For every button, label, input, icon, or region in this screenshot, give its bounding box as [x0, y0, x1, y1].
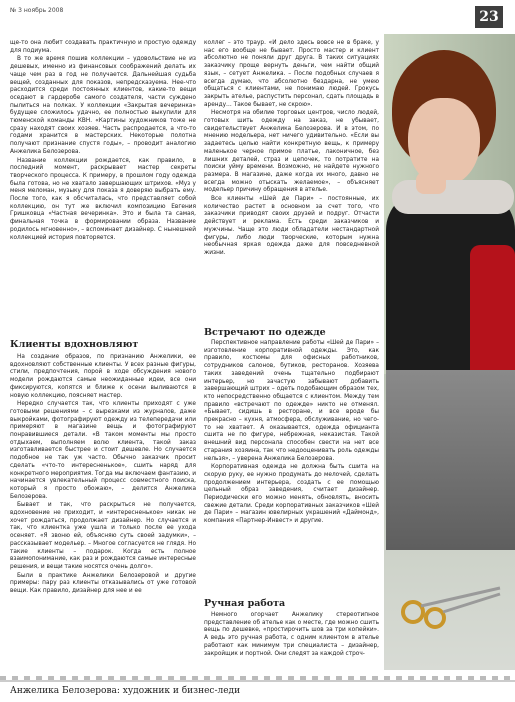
- paragraph: Немного огорчает Анжелику стереотипное представление об ателье как о месте, где можно сшить вещь по дешевке, «простирочить шов за три копейки». А ведь это ручная работа, с одним клиентом в ателье работают как минимум три специалиста – дизайнер, закройщик и портной. Они следят за каждой строч-: [204, 612, 379, 657]
- paragraph: ще-то она любит создавать практичную и простую одежду для подиума.: [10, 40, 196, 54]
- footer: [0, 680, 515, 702]
- paragraph: Нередко случается так, что клиенты приходят с уже готовыми решениями – с вырезками из журналов, даже выкройками, фотографируют одежду из телепередачи или примеряют в магазине вещь и фотографируют понравившиеся детали. «В таком моменты мы просто отдыхаем, выполняем волю клиента, такой заказ изготавливается быстрее и стоит дешевле. Но случается подобное не так уж часто. Обычно заказчик просит сделать «что-то интересненькое», сшить наряд для конкретного мероприятия. Тогда мы включаем фантазию, и начинается увлекательный процесс совместного поиска, который я просто обожаю», – делится Анжелика Белозерова.: [10, 401, 196, 500]
- paragraph: коллег – это траур. «И дело здесь вовсе не в браке, у нас его вообще не бывает. Просто мастер и клиент абсолютно не поняли друг друга. В таких ситуациях заказчику проще вернуть деньги, чем найти общий язык, – сетует Анжелика. – После подобных случаев я всегда думаю, что абсолютно бездарна, не умею общаться с клиентами, не понимаю людей. Грокусь закрыть ателье, распустить персонал, сдать площадь в аренду… Такое бывает, не скрою».: [204, 40, 379, 108]
- section-heading: Ручная работа: [204, 598, 286, 609]
- paragraph: Несмотря на обилие торговых центров, число людей, готовых шить одежду на заказ, не убывает, свидетельствует Анжелика Белозерова. И в этом, по мнению модельера, нет ничего удивительно. «Если вы задаетесь целью найти конкретную вещь, к примеру маленькое черное примое платье, лаконичное, без лишних деталей, страз и цепочек, то потратите на поиски уйму времени. Возможно, не найдете нужного размера. В магазине, даже когда их много, давно не всегда можно отыскать желаемое», – объясняет модельер причину обращения в ателье.: [204, 110, 379, 194]
- photo-hand: [416, 172, 446, 194]
- photo-skirt: [386, 370, 515, 550]
- section-heading: Клиенты вдохновляют: [10, 339, 139, 350]
- column-left-top: [10, 40, 196, 243]
- paragraph: На создание образов, по признанию Анжелики, ее вдохновляют собственные клиенты. У всех разные фигуры, стили, предпочтения, порой в ходе обсуждения нового модели рождаются самые неожиданные идеи, все они фиксируются, копятся и ближе к осени выливаются в новую коллекцию, поясняет мастер.: [10, 354, 196, 399]
- section-heading: Встречают по одежде: [204, 327, 326, 338]
- page-number: 23: [475, 6, 503, 28]
- paragraph: Название коллекции рождается, как правило, в последний момент, раскрывает мастер секреты творческого процесса. К примеру, в прошлом году одежда была готова, но не хватало завершающих штрихов. «Муз у меня меломан, музыку для показа я доверяю выбрать ему. После того, как я обсчиталась, что представляет собой коллекцию, он тут же включил композицию Евгения Гришковца «Частная вечеринка». Это и была та самая, финальная точка в формировании образа. Название родилось мгновенно», – вспоминает дизайнер. С нынешней коллекцией история повторяется.: [10, 157, 196, 241]
- column-right-top: [204, 40, 379, 259]
- issue-label: № 3 ноябрь 2008: [10, 7, 64, 14]
- photo-red-garment: [470, 245, 515, 385]
- column-right-mid: [204, 340, 379, 527]
- paragraph: Перспективное направление работы «Шей де Пари» – изготовление корпоративной одежды. Это, как правило, костюмы для офисных работников, сотрудников салонов, бутиков, ресторанов. Хозяева таких заведений очень тщательно подбирают интерьер, но зачастую забывают добавить завершающий штрих – одеть подобающим образом тех, кто непосредственно общается с клиентом. Между тем правило «встречают по одежде» никто не отменял. «Бывает, сидишь в ресторане, и все вроде бы прекрасно – кухня, атмосфера, обслуживание, но чего-то не хватает. А оказывается, одежда официанта сшита не по фигуре, небрежная, неказистая. Такой внешний вид персонала способен свести на нет все старания хозяина, так что недооценивать роль одежды нельзя», – уверена Анжелика Белозерова.: [204, 340, 379, 462]
- column-left-bottom: [10, 354, 196, 597]
- column-right-bottom: [204, 612, 379, 659]
- paragraph: Корпоративная одежда не должна быть сшита на скорую руку, ее нужно продумать до мелочей, сделать продолжением интерьера, создать с ее помощью цельный образ заведения, считает дизайнер. Периодически его можно менять, обновлять, вносить свежие детали. Среди корпоративных заказчиков «Шей де Пари» – магазин ювелирных украшений «Даймонд», компания «Партнер-Инвест» и другие.: [204, 464, 379, 525]
- paragraph: Были в практике Анжелики Белозеровой и другие примеры: пару раз клиенты отказывались от уже готовой вещи. Как правило, дизайнер для нее и ее: [10, 572, 196, 595]
- paragraph: В то же время пошив коллекции – удовольствие не из дешевых, именно из финансовых соображений делать их чаще чем раз в год не получается. Дальнейшая судьба вещей, созданных для показов, непредсказуема. Нее-что расходится среди постоянных клиентов, какие-то вещи оседают в гардеробе самого создателя, части суждено пылиться на полках. У коллекции «Закрытая вечеринка» будущее сложилось удачно, ее полностью выкупили для тюменской команды КВН. «Картины художников тоже не сразу находят своих хозяев. Часть распродается, а что-то годами хранится в мастерских. Некоторые полотна получают признание спустя годы», – проводит аналогию Анжелика Белозерова.: [10, 56, 196, 155]
- footer-title: Анжелика Белозерова: художник и бизнес-леди: [10, 686, 241, 696]
- paragraph: Бывает и так, что раскрыться не получается, вдохновение не приходит, и «интересненькое» никак не хочет рождаться, продолжает дизайнер. Но случается и так, что клиентка уже ушла и только после ее ухода осеняет. «Я звоню ей, объясняю суть своей задумки», – рассказывает модельер. – Многое согласуется не глядя. Но такие клиенты – подарок. Когда есть полное взаимопонимание, как раз и рождаются самые интересные решения, и вещи такие носятся очень долго».: [10, 502, 196, 570]
- scissors-icon: [395, 580, 505, 630]
- photo-arm: [392, 180, 514, 214]
- paragraph: Все клиенты «Шей де Пари» – постоянные, их количество растет в основном за счет того, что заказчики приводят своих друзей и подруг. Отчасти действует и реклама. Есть среди заказчиков и мужчины. Чаще это люди обладатели нестандартной фигуры, либо люди творческие, которым нужна необычная яркая одежда даже для повседневной жизни.: [204, 196, 379, 256]
